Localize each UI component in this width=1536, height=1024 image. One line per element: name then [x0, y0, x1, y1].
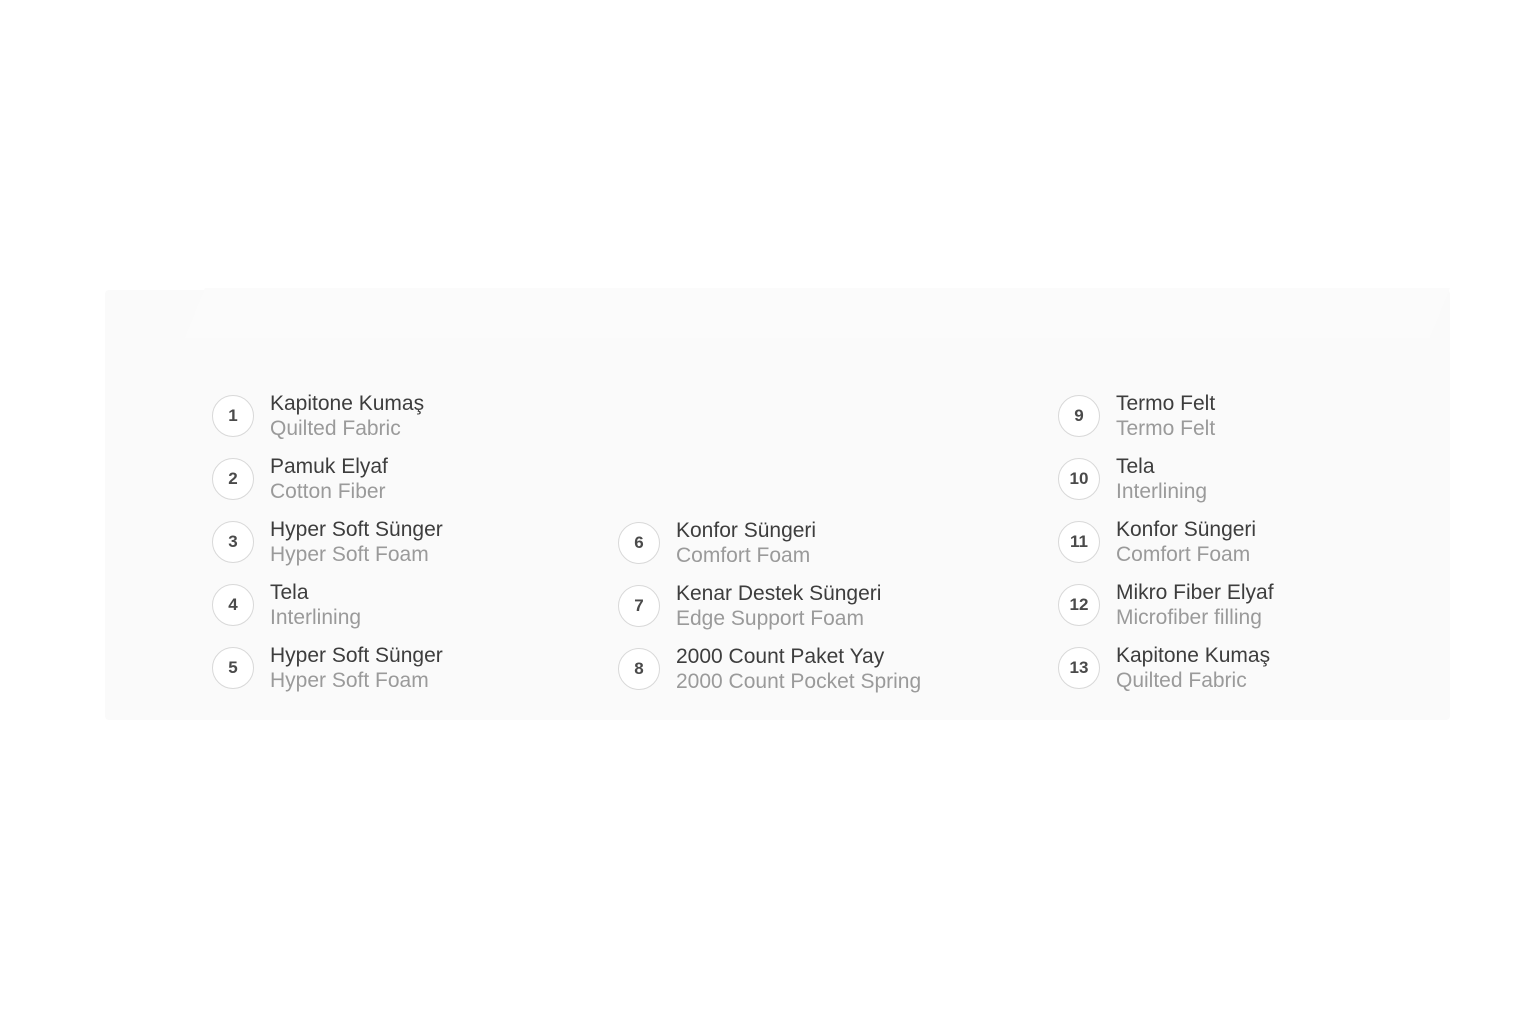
- layer-title-tr: Hyper Soft Sünger: [270, 643, 443, 667]
- layer-number-badge: 6: [618, 522, 660, 564]
- layer-labels: [270, 517, 443, 567]
- layer-labels: [1116, 391, 1215, 441]
- list-item: [212, 510, 443, 573]
- list-item: [1058, 447, 1274, 510]
- layer-number-badge: 10: [1058, 458, 1100, 500]
- layer-labels: [270, 454, 388, 504]
- layer-title-en: Quilted Fabric: [270, 416, 401, 440]
- layer-number-badge: 7: [618, 585, 660, 627]
- layer-title-en: Comfort Foam: [1116, 542, 1251, 566]
- layer-number-badge: 3: [212, 521, 254, 563]
- layer-labels: [1116, 454, 1207, 504]
- list-item: [1058, 384, 1274, 447]
- layer-title-en: Microfiber filling: [1116, 605, 1262, 629]
- list-item: [1058, 636, 1274, 699]
- layer-number-badge: 12: [1058, 584, 1100, 626]
- layer-labels: [270, 580, 361, 630]
- list-item: [618, 511, 921, 574]
- layer-title-en: Cotton Fiber: [270, 479, 386, 503]
- layer-title-en: Interlining: [270, 605, 362, 629]
- legend-column-middle: [618, 511, 921, 700]
- layer-title-en: Hyper Soft Foam: [270, 668, 429, 692]
- layer-number-badge: 13: [1058, 647, 1100, 689]
- list-item: [212, 447, 443, 510]
- legend-column-left: [212, 384, 443, 699]
- layer-labels: [1116, 517, 1256, 567]
- layer-title-en: Hyper Soft Foam: [270, 542, 429, 566]
- list-item: [212, 384, 443, 447]
- layer-labels: [270, 391, 424, 441]
- layer-number-badge: 11: [1058, 521, 1100, 563]
- layer-labels: [676, 518, 816, 568]
- layer-title-en: Termo Felt: [1116, 416, 1216, 440]
- layer-number-badge: 2: [212, 458, 254, 500]
- layer-title-tr: Konfor Süngeri: [676, 518, 817, 542]
- layer-number-badge: 4: [212, 584, 254, 626]
- layer-title-en: Comfort Foam: [676, 543, 811, 567]
- layer-labels: [676, 581, 881, 631]
- layer-labels: [1116, 580, 1274, 630]
- list-item: [618, 637, 921, 700]
- layer-title-tr: Konfor Süngeri: [1116, 517, 1257, 541]
- list-item: [618, 574, 921, 637]
- layer-number-badge: 9: [1058, 395, 1100, 437]
- layer-title-tr: 2000 Count Paket Yay: [676, 644, 885, 668]
- layer-number-badge: 5: [212, 647, 254, 689]
- layer-title-tr: Kapitone Kumaş: [270, 391, 425, 415]
- layer-title-en: Quilted Fabric: [1116, 668, 1247, 692]
- layer-title-tr: Mikro Fiber Elyaf: [1116, 580, 1274, 604]
- layer-title-tr: Tela: [1116, 454, 1155, 478]
- layer-labels: [1116, 643, 1270, 693]
- layer-title-tr: Hyper Soft Sünger: [270, 517, 443, 541]
- list-item: [212, 636, 443, 699]
- layer-number-badge: 8: [618, 648, 660, 690]
- list-item: [1058, 573, 1274, 636]
- layer-title-en: Interlining: [1116, 479, 1208, 503]
- layer-title-tr: Kapitone Kumaş: [1116, 643, 1271, 667]
- layer-title-en: Edge Support Foam: [676, 606, 864, 630]
- layer-title-tr: Termo Felt: [1116, 391, 1216, 415]
- legend-column-right: [1058, 384, 1274, 699]
- layer-title-tr: Kenar Destek Süngeri: [676, 581, 882, 605]
- layer-title-tr: Pamuk Elyaf: [270, 454, 388, 478]
- list-item: [1058, 510, 1274, 573]
- layer-labels: [270, 643, 443, 693]
- layer-number-badge: 1: [212, 395, 254, 437]
- layer-labels: [676, 644, 921, 694]
- layer-title-en: 2000 Count Pocket Spring: [676, 669, 922, 693]
- list-item: [212, 573, 443, 636]
- layer-title-tr: Tela: [270, 580, 309, 604]
